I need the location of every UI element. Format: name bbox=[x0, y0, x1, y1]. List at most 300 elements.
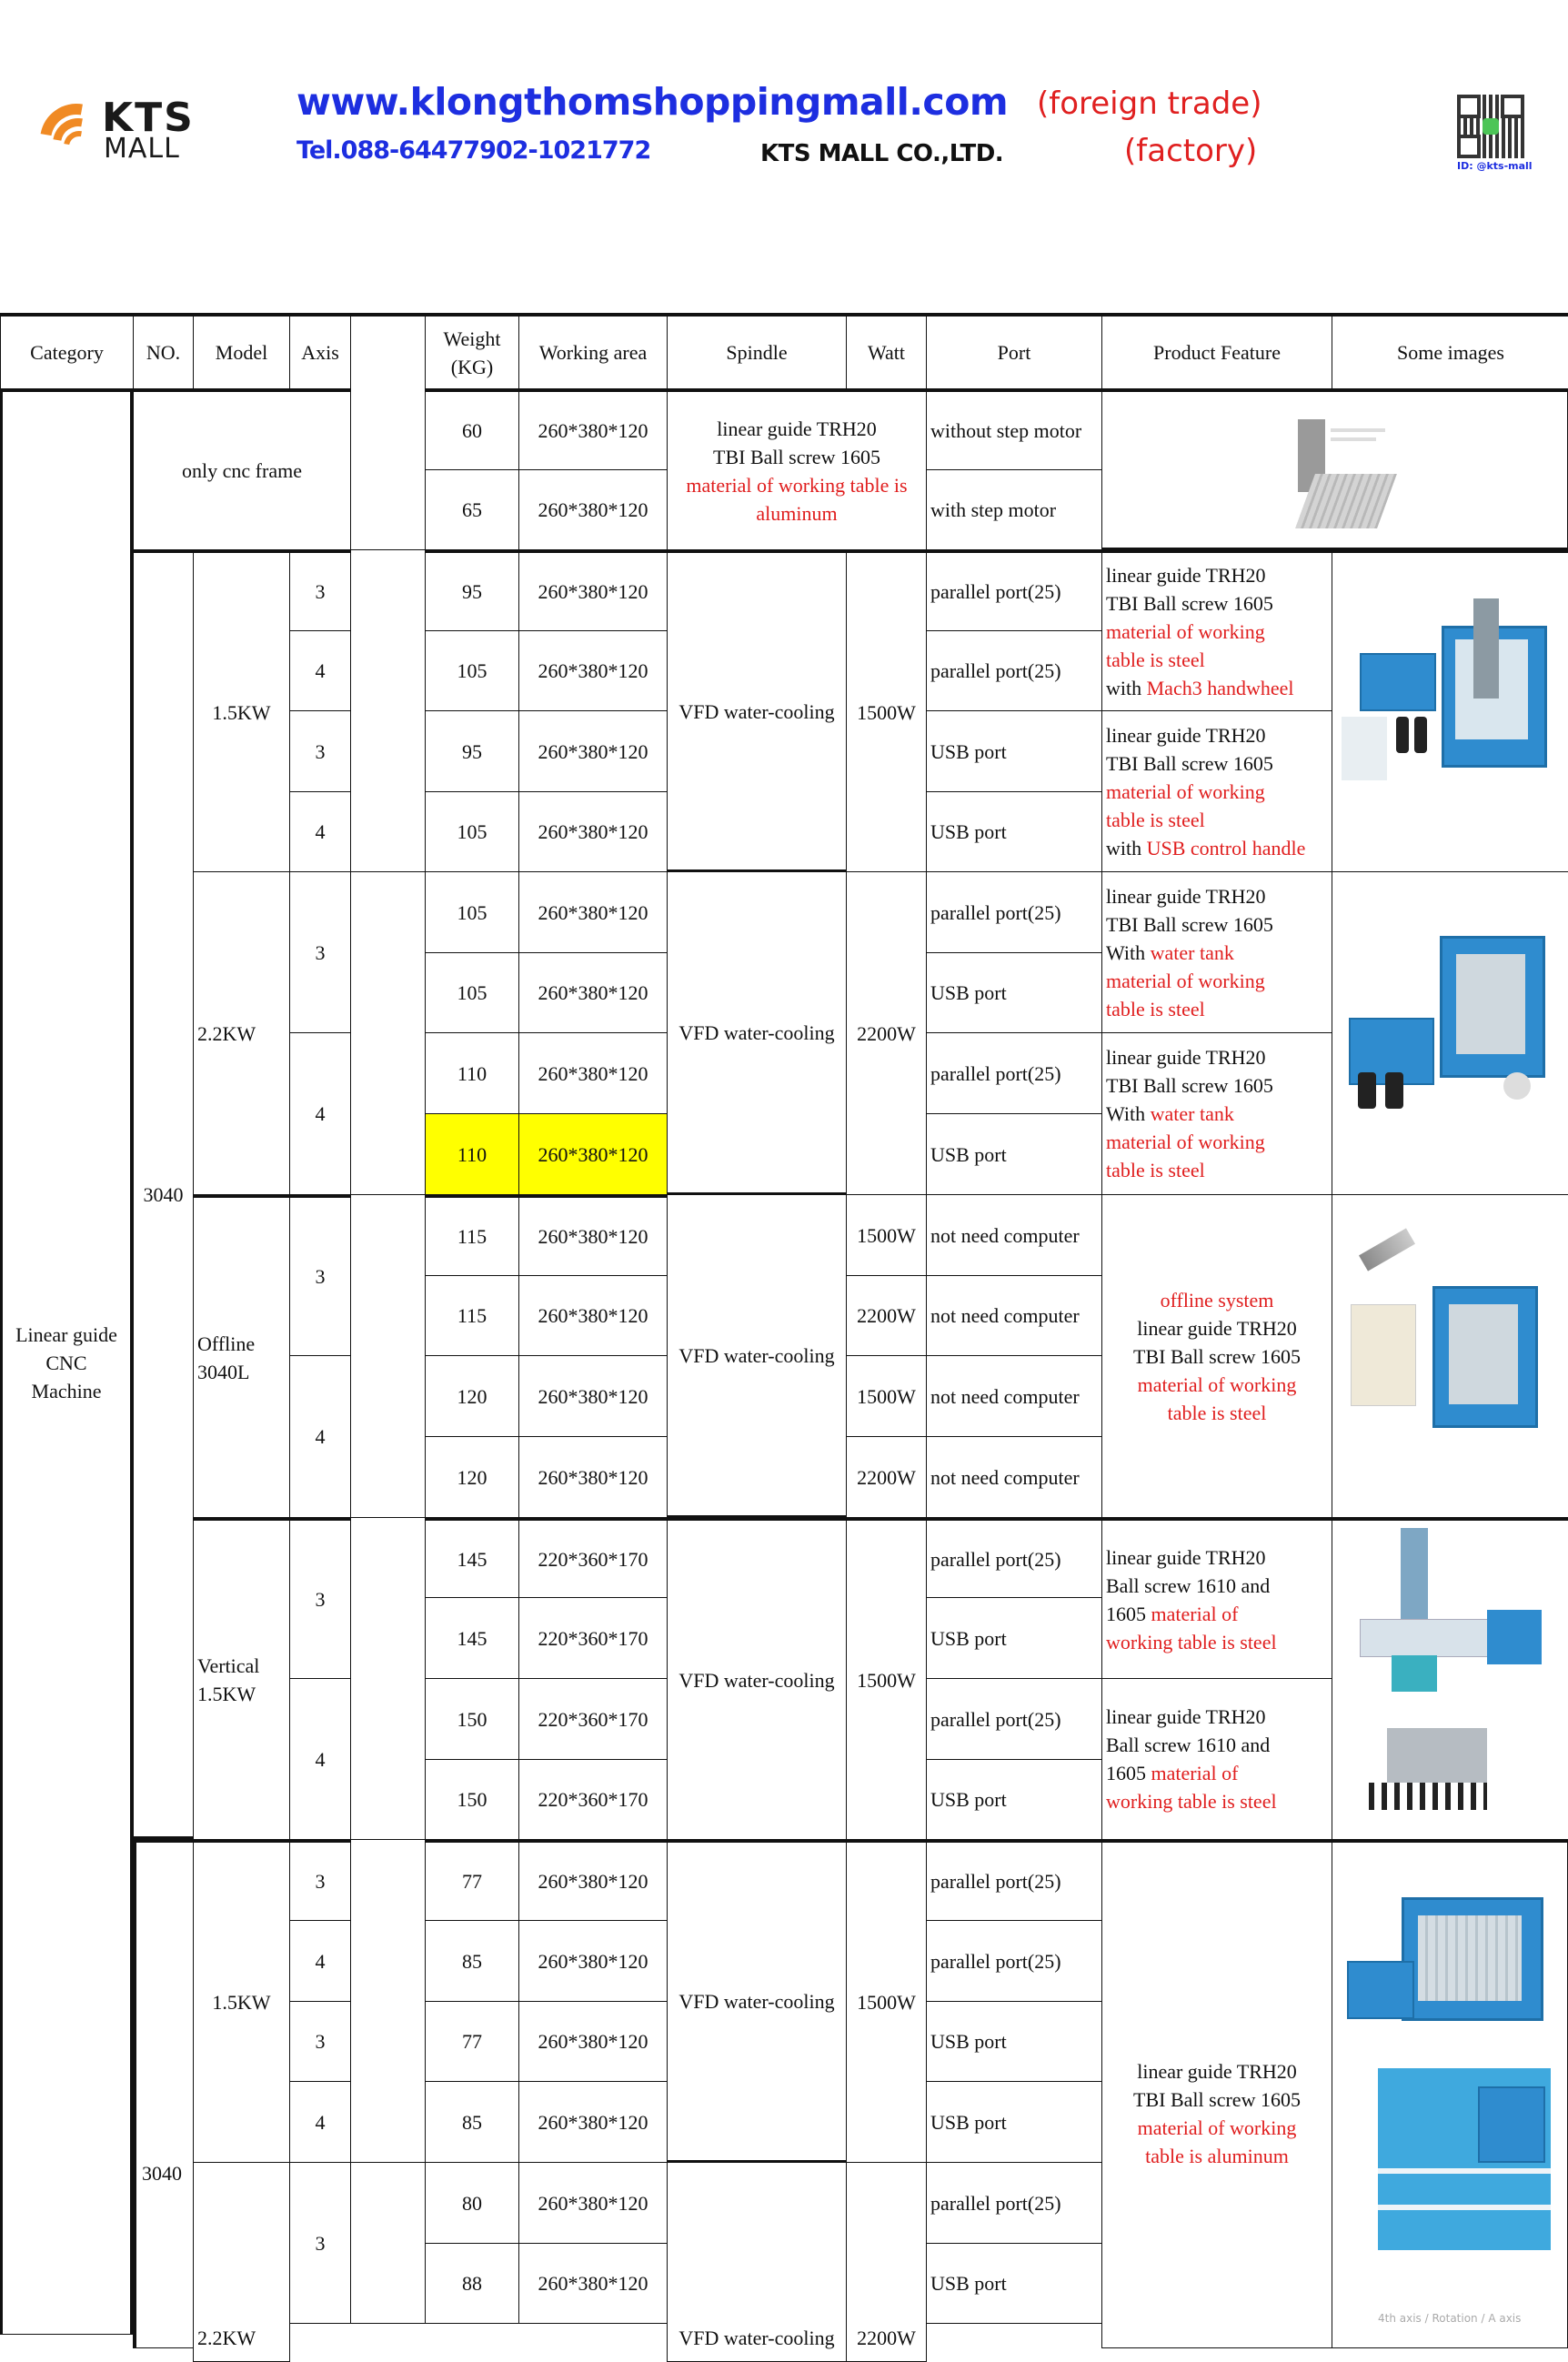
port-value: USB port bbox=[930, 2030, 1007, 2053]
axis-value: 3 bbox=[315, 1588, 326, 1611]
blank-cell bbox=[350, 1517, 426, 1840]
port-value: without step motor bbox=[930, 419, 1082, 442]
spec-text: 1605 bbox=[1106, 1602, 1151, 1625]
watt-value: 2200W bbox=[857, 1021, 916, 1045]
col-header-images bbox=[1332, 313, 1568, 389]
port-cell bbox=[926, 1113, 1102, 1195]
spec-text: linear guide TRH20 bbox=[717, 417, 877, 440]
axis-value: 4 bbox=[315, 1747, 326, 1771]
spindle-value: VFD water-cooling bbox=[678, 1990, 835, 2013]
spindle-value: VFD water-cooling bbox=[678, 699, 835, 723]
spec-text: TBI Ball screw 1605 bbox=[1106, 912, 1273, 936]
area-value: 260*380*120 bbox=[538, 498, 648, 521]
area-value: 260*380*120 bbox=[538, 1061, 648, 1085]
port-cell bbox=[926, 710, 1102, 792]
weight-cell bbox=[425, 2001, 519, 2082]
watt-value: 1500W bbox=[857, 1384, 916, 1408]
port-cell bbox=[926, 630, 1102, 711]
image-cell bbox=[1332, 871, 1568, 1195]
area-cell bbox=[518, 1436, 668, 1518]
spindle-value: VFD water-cooling bbox=[678, 1020, 835, 1044]
area-cell bbox=[518, 388, 668, 470]
col-header-category bbox=[0, 313, 134, 389]
spec-text-red: working table is steel bbox=[1106, 1630, 1277, 1653]
axis-value: 3 bbox=[315, 1870, 326, 1893]
feature-text bbox=[1106, 1543, 1277, 1656]
spec-text-red: material of working bbox=[1106, 1131, 1265, 1153]
area-cell bbox=[518, 710, 668, 792]
port-cell bbox=[926, 1597, 1102, 1679]
port-value: not need computer bbox=[930, 1465, 1080, 1489]
feature-cell bbox=[1101, 1678, 1332, 1840]
axis-value: 4 bbox=[315, 820, 326, 843]
area-cell bbox=[518, 1032, 668, 1114]
port-value: parallel port(25) bbox=[930, 580, 1061, 603]
spec-text-red: material of working bbox=[1106, 620, 1265, 643]
weight-value: 115 bbox=[457, 1304, 487, 1327]
watt-cell bbox=[846, 1839, 927, 2163]
axis-cell bbox=[289, 2081, 351, 2163]
port-cell bbox=[926, 1032, 1102, 1114]
spec-text-red: offline system bbox=[1160, 1288, 1274, 1312]
area-cell bbox=[518, 791, 668, 872]
spec-text-red: USB control handle bbox=[1146, 836, 1306, 859]
spec-text: TBI Ball screw 1605 bbox=[713, 445, 880, 468]
area-value: 260*380*120 bbox=[538, 1949, 648, 1973]
category-cell bbox=[0, 388, 134, 2335]
weight-cell bbox=[425, 1597, 519, 1679]
weight-value: 105 bbox=[457, 900, 487, 924]
port-value: USB port bbox=[930, 2110, 1007, 2134]
weight-cell bbox=[425, 2243, 519, 2324]
header-label: Axis bbox=[301, 341, 339, 364]
area-value: 260*380*120 bbox=[538, 2191, 648, 2215]
axis-value: 3 bbox=[315, 940, 326, 964]
spec-text: linear guide TRH20 bbox=[1137, 2059, 1297, 2083]
feature-cell bbox=[1101, 1032, 1332, 1195]
header-label: Product Feature bbox=[1153, 341, 1281, 364]
spec-text: TBI Ball screw 1605 bbox=[1106, 1074, 1273, 1097]
port-cell bbox=[926, 388, 1102, 470]
feature-cell bbox=[1101, 549, 1332, 711]
watt-value: 2200W bbox=[857, 1304, 916, 1327]
logo-text-mall: MALL bbox=[104, 133, 180, 165]
spindle-cell bbox=[667, 2162, 847, 2362]
category-label: Machine bbox=[31, 1380, 102, 1402]
port-cell bbox=[926, 1194, 1102, 1276]
no-value: 3040 bbox=[143, 1183, 184, 1206]
spec-text-red: material of working table is aluminum bbox=[686, 473, 908, 525]
axis-cell bbox=[289, 1355, 351, 1518]
axis-cell bbox=[289, 1194, 351, 1356]
area-value: 220*360*170 bbox=[538, 1707, 648, 1731]
offline-cnc-photo bbox=[1351, 1241, 1560, 1441]
port-value: parallel port(25) bbox=[930, 2191, 1061, 2215]
area-cell bbox=[518, 1920, 668, 2002]
watt-value: 2200W bbox=[857, 1465, 916, 1489]
area-cell bbox=[518, 2162, 668, 2244]
weight-value: 105 bbox=[457, 659, 487, 682]
model-value: 1.5KW bbox=[212, 700, 271, 724]
weight-value: 85 bbox=[462, 2110, 482, 2134]
area-cell bbox=[518, 1275, 668, 1356]
area-value: 220*360*170 bbox=[538, 1626, 648, 1650]
port-value: not need computer bbox=[930, 1304, 1080, 1327]
weight-value: 77 bbox=[462, 2030, 482, 2053]
port-cell bbox=[926, 791, 1102, 872]
weight-value: 110 bbox=[457, 1061, 487, 1085]
model-value: 1.5KW bbox=[197, 1683, 256, 1705]
col-header-model bbox=[193, 313, 290, 389]
blank-cell bbox=[350, 871, 426, 1195]
axis-value: 4 bbox=[315, 1102, 326, 1125]
website-link[interactable]: www.klongthomshoppingmall.com bbox=[297, 80, 1009, 124]
header-label: Watt bbox=[868, 341, 905, 364]
area-cell bbox=[518, 1678, 668, 1760]
spec-text: with bbox=[1106, 836, 1147, 859]
port-cell bbox=[926, 1839, 1102, 1921]
weight-cell bbox=[425, 1839, 519, 1921]
model-cell bbox=[193, 1517, 290, 1840]
axis-cell bbox=[289, 2001, 351, 2082]
header-label: Weight bbox=[443, 327, 501, 350]
col-header-feature bbox=[1101, 313, 1332, 389]
spec-text: with bbox=[1106, 677, 1147, 699]
port-cell bbox=[926, 1355, 1102, 1437]
diagram-caption: 4th axis / Rotation / A axis bbox=[1378, 2312, 1522, 2325]
axis-cell bbox=[289, 2162, 351, 2324]
watt-cell bbox=[846, 1275, 927, 1356]
tag-foreign-trade: (foreign trade) bbox=[1037, 85, 1262, 122]
spindle-cell bbox=[667, 549, 847, 872]
weight-value: 65 bbox=[462, 498, 482, 521]
spec-text-red: table is aluminum bbox=[1145, 2144, 1289, 2167]
image-cell bbox=[1332, 1839, 1568, 2348]
spec-text-red: material of working bbox=[1137, 1372, 1297, 1396]
weight-value: 110 bbox=[457, 1142, 487, 1166]
port-cell bbox=[926, 1678, 1102, 1760]
model-value: Vertical bbox=[197, 1654, 260, 1677]
weight-value: 88 bbox=[462, 2272, 482, 2295]
watt-cell bbox=[846, 871, 927, 1195]
area-value: 260*380*120 bbox=[538, 1304, 648, 1327]
area-cell bbox=[518, 549, 668, 631]
spec-text-red: material of bbox=[1151, 1762, 1239, 1784]
col-header-working-area bbox=[518, 313, 668, 389]
area-value: 220*360*170 bbox=[538, 1788, 648, 1811]
area-cell bbox=[518, 1194, 668, 1276]
feature-text bbox=[1106, 1043, 1273, 1184]
no-cell-group1 bbox=[133, 549, 194, 1840]
watt-value: 1500W bbox=[857, 1991, 916, 2014]
spec-text-red: Mach3 handwheel bbox=[1146, 677, 1294, 699]
spindle-cell bbox=[667, 871, 847, 1195]
no-cell-group2 bbox=[133, 1839, 194, 2348]
axis-value: 3 bbox=[315, 1265, 326, 1288]
spec-text: Ball screw 1610 and bbox=[1106, 1734, 1271, 1756]
port-value: parallel port(25) bbox=[930, 900, 1061, 924]
area-value: 260*380*120 bbox=[538, 1142, 648, 1166]
phone-number: Tel.088-64477902-1021772 bbox=[297, 136, 651, 165]
col-header-spindle bbox=[667, 313, 847, 389]
category-label: CNC bbox=[45, 1352, 87, 1374]
weight-value: 120 bbox=[457, 1465, 487, 1489]
port-cell bbox=[926, 469, 1102, 550]
weight-value: 95 bbox=[462, 580, 482, 603]
weight-value: 60 bbox=[462, 419, 482, 442]
spec-text: linear guide TRH20 bbox=[1137, 1316, 1297, 1340]
spec-text: TBI Ball screw 1605 bbox=[1133, 2087, 1301, 2111]
axis-value: 4 bbox=[315, 1949, 326, 1973]
port-value: USB port bbox=[930, 1788, 1007, 1811]
watt-cell bbox=[846, 549, 927, 872]
col-header-weight bbox=[425, 313, 519, 389]
cnc-frame-photo bbox=[1280, 419, 1398, 528]
spec-text: linear guide TRH20 bbox=[1106, 564, 1266, 587]
spec-text-red: table is steel bbox=[1167, 1401, 1267, 1424]
port-value: USB port bbox=[930, 1626, 1007, 1650]
port-cell bbox=[926, 2081, 1102, 2163]
feature-text bbox=[1106, 882, 1273, 1023]
axis-value: 3 bbox=[315, 580, 326, 603]
weight-value: 80 bbox=[462, 2191, 482, 2215]
area-cell bbox=[518, 630, 668, 711]
header-label: Port bbox=[997, 341, 1031, 364]
spec-text-red: table is steel bbox=[1106, 808, 1205, 831]
weight-cell bbox=[425, 469, 519, 550]
port-cell bbox=[926, 871, 1102, 953]
col-header-axis bbox=[289, 313, 351, 389]
port-cell bbox=[926, 2162, 1102, 2244]
port-value: parallel port(25) bbox=[930, 1949, 1061, 1973]
weight-value: 150 bbox=[457, 1788, 487, 1811]
spec-text: TBI Ball screw 1605 bbox=[1106, 751, 1273, 775]
spec-text: linear guide TRH20 bbox=[1106, 1545, 1266, 1569]
blank-cell bbox=[350, 1839, 426, 2163]
feature-text bbox=[1106, 1703, 1277, 1815]
spec-text: With bbox=[1106, 940, 1151, 964]
model-value: 1.5KW bbox=[212, 1991, 271, 2014]
model-value: 2.2KW bbox=[197, 1021, 256, 1045]
model-cell bbox=[193, 2162, 290, 2362]
axis-cell bbox=[289, 710, 351, 792]
spindle-cell bbox=[667, 1194, 847, 1518]
area-cell bbox=[518, 1597, 668, 1679]
header-label: Spindle bbox=[726, 341, 788, 364]
blank-cell bbox=[351, 388, 424, 550]
area-value: 260*380*120 bbox=[538, 419, 648, 442]
port-value: parallel port(25) bbox=[930, 1707, 1061, 1731]
tag-factory: (factory) bbox=[1124, 133, 1258, 169]
blank-cell bbox=[350, 1194, 426, 1518]
weight-value: 145 bbox=[457, 1626, 487, 1650]
watt-value: 1500W bbox=[857, 1223, 916, 1247]
weight-cell bbox=[425, 388, 519, 470]
feature-text bbox=[1106, 561, 1294, 702]
weight-cell bbox=[425, 630, 519, 711]
axis-cell bbox=[289, 1032, 351, 1195]
area-value: 260*380*120 bbox=[538, 2272, 648, 2295]
weight-value: 120 bbox=[457, 1384, 487, 1408]
weight-cell bbox=[425, 1920, 519, 2002]
weight-cell bbox=[425, 871, 519, 953]
spec-text: 1605 bbox=[1106, 1762, 1151, 1784]
category-label: Linear guide bbox=[15, 1323, 117, 1346]
port-cell bbox=[926, 1759, 1102, 1840]
area-value: 260*380*120 bbox=[538, 820, 648, 843]
watt-value: 2200W bbox=[857, 2327, 916, 2349]
axis-value: 4 bbox=[315, 659, 326, 682]
area-cell bbox=[518, 1759, 668, 1840]
area-cell bbox=[518, 1517, 668, 1598]
spec-text: linear guide TRH20 bbox=[1106, 723, 1266, 747]
watt-cell bbox=[846, 2162, 927, 2362]
spindle-cell bbox=[667, 1839, 847, 2163]
port-value: with step motor bbox=[930, 498, 1057, 521]
area-cell bbox=[518, 2243, 668, 2324]
linear-guide-diagram bbox=[1378, 2068, 1551, 2250]
port-value: USB port bbox=[930, 2272, 1007, 2295]
blank-cell bbox=[350, 2162, 426, 2324]
weight-cell bbox=[425, 1275, 519, 1356]
blank-cell bbox=[350, 549, 426, 872]
vertical-cnc-photo bbox=[1351, 1528, 1560, 1837]
axis-value: 3 bbox=[315, 739, 326, 763]
area-value: 260*380*120 bbox=[538, 739, 648, 763]
spec-text: Ball screw 1610 and bbox=[1106, 1573, 1271, 1597]
col-header-port bbox=[926, 313, 1102, 389]
port-cell bbox=[926, 952, 1102, 1033]
frame-spindle-cell bbox=[667, 388, 927, 550]
spec-text: linear guide TRH20 bbox=[1106, 1046, 1266, 1069]
spec-text: With bbox=[1106, 1102, 1151, 1125]
header-label: Some images bbox=[1397, 341, 1504, 364]
weight-value: 95 bbox=[462, 739, 482, 763]
feature-text bbox=[1106, 721, 1305, 862]
port-value: not need computer bbox=[930, 1384, 1080, 1408]
axis-cell bbox=[289, 1839, 351, 1921]
spec-text-red: working table is steel bbox=[1106, 1790, 1277, 1813]
feature-cell bbox=[1101, 1517, 1332, 1679]
weight-value: 77 bbox=[462, 1870, 482, 1893]
col-header-blank bbox=[350, 313, 426, 389]
col-header-watt bbox=[846, 313, 927, 389]
header-label: Model bbox=[215, 341, 268, 364]
port-value: parallel port(25) bbox=[930, 659, 1061, 682]
weight-value: 150 bbox=[457, 1707, 487, 1731]
port-value: not need computer bbox=[930, 1223, 1080, 1247]
spec-text: linear guide TRH20 bbox=[1106, 884, 1266, 908]
spec-text: TBI Ball screw 1605 bbox=[1106, 592, 1273, 615]
area-value: 260*380*120 bbox=[538, 1225, 648, 1248]
area-value: 260*380*120 bbox=[538, 659, 648, 682]
area-value: 260*380*120 bbox=[538, 900, 648, 924]
area-value: 260*380*120 bbox=[538, 1870, 648, 1893]
image-cell bbox=[1332, 1517, 1568, 1840]
header-label: (KG) bbox=[450, 355, 494, 378]
spec-text: TBI Ball screw 1605 bbox=[1133, 1344, 1301, 1368]
weight-cell bbox=[425, 1194, 519, 1276]
image-cell bbox=[1332, 1194, 1568, 1518]
port-cell bbox=[926, 2243, 1102, 2324]
weight-value: 85 bbox=[462, 1949, 482, 1973]
area-value: 260*380*120 bbox=[538, 2030, 648, 2053]
cnc-2200w-photo bbox=[1349, 936, 1558, 1118]
area-value: 260*380*120 bbox=[538, 981, 648, 1004]
weight-cell bbox=[425, 1517, 519, 1598]
no-value: 3040 bbox=[142, 2162, 182, 2185]
feature-cell bbox=[1101, 1194, 1332, 1518]
spec-text-red: table is steel bbox=[1106, 1159, 1205, 1181]
area-cell bbox=[518, 2081, 668, 2163]
spindle-cell bbox=[667, 1517, 847, 1840]
feature-cell bbox=[1101, 710, 1332, 872]
weight-cell bbox=[425, 1355, 519, 1437]
area-cell bbox=[518, 2001, 668, 2082]
spindle-value: VFD water-cooling bbox=[678, 1343, 835, 1367]
axis-value: 3 bbox=[315, 2231, 326, 2255]
weight-cell bbox=[425, 710, 519, 792]
area-cell-highlighted bbox=[518, 1113, 668, 1195]
axis-cell bbox=[289, 549, 351, 631]
axis-cell bbox=[289, 1920, 351, 2002]
area-cell bbox=[518, 871, 668, 953]
port-value: USB port bbox=[930, 820, 1007, 843]
watt-cell bbox=[846, 1517, 927, 1840]
port-value: USB port bbox=[930, 981, 1007, 1004]
port-cell bbox=[926, 1920, 1102, 2002]
axis-cell bbox=[289, 1678, 351, 1840]
cnc-1500w-photo bbox=[1347, 1870, 1556, 2034]
model-value: 3040L bbox=[197, 1360, 250, 1383]
model-cell bbox=[193, 1194, 290, 1518]
qr-id-label: ID: @kts-mall bbox=[1457, 160, 1533, 172]
company-name: KTS MALL CO.,LTD. bbox=[760, 140, 1004, 167]
axis-cell bbox=[289, 630, 351, 711]
area-cell bbox=[518, 469, 668, 550]
watt-value: 1500W bbox=[857, 700, 916, 724]
port-cell bbox=[926, 549, 1102, 631]
spindle-value: VFD water-cooling bbox=[678, 1668, 835, 1692]
port-value: parallel port(25) bbox=[930, 1061, 1061, 1085]
spindle-value: VFD water-cooling bbox=[678, 2327, 835, 2349]
header-label: NO. bbox=[146, 341, 181, 364]
weight-cell-highlighted bbox=[425, 1113, 519, 1195]
port-value: USB port bbox=[930, 739, 1007, 763]
weight-cell bbox=[425, 2162, 519, 2244]
spec-text-red: table is steel bbox=[1106, 648, 1205, 671]
watt-value: 1500W bbox=[857, 1668, 916, 1692]
header-label: Working area bbox=[538, 341, 648, 364]
axis-cell bbox=[289, 791, 351, 872]
axis-value: 4 bbox=[315, 1425, 326, 1448]
col-header-no bbox=[133, 313, 194, 389]
area-cell bbox=[518, 952, 668, 1033]
weight-cell bbox=[425, 952, 519, 1033]
axis-cell bbox=[289, 871, 351, 1033]
weight-value: 115 bbox=[457, 1225, 487, 1248]
weight-cell bbox=[425, 2081, 519, 2163]
cnc-machine-photo bbox=[1342, 598, 1560, 789]
port-value: parallel port(25) bbox=[930, 1547, 1061, 1571]
watt-cell bbox=[846, 1436, 927, 1518]
port-cell bbox=[926, 1436, 1102, 1518]
spec-text-red: material of working bbox=[1106, 969, 1265, 992]
port-cell bbox=[926, 1275, 1102, 1356]
frame-image-cell bbox=[1101, 388, 1568, 550]
frame-model-cell bbox=[133, 388, 351, 550]
area-value: 260*380*120 bbox=[538, 1465, 648, 1489]
